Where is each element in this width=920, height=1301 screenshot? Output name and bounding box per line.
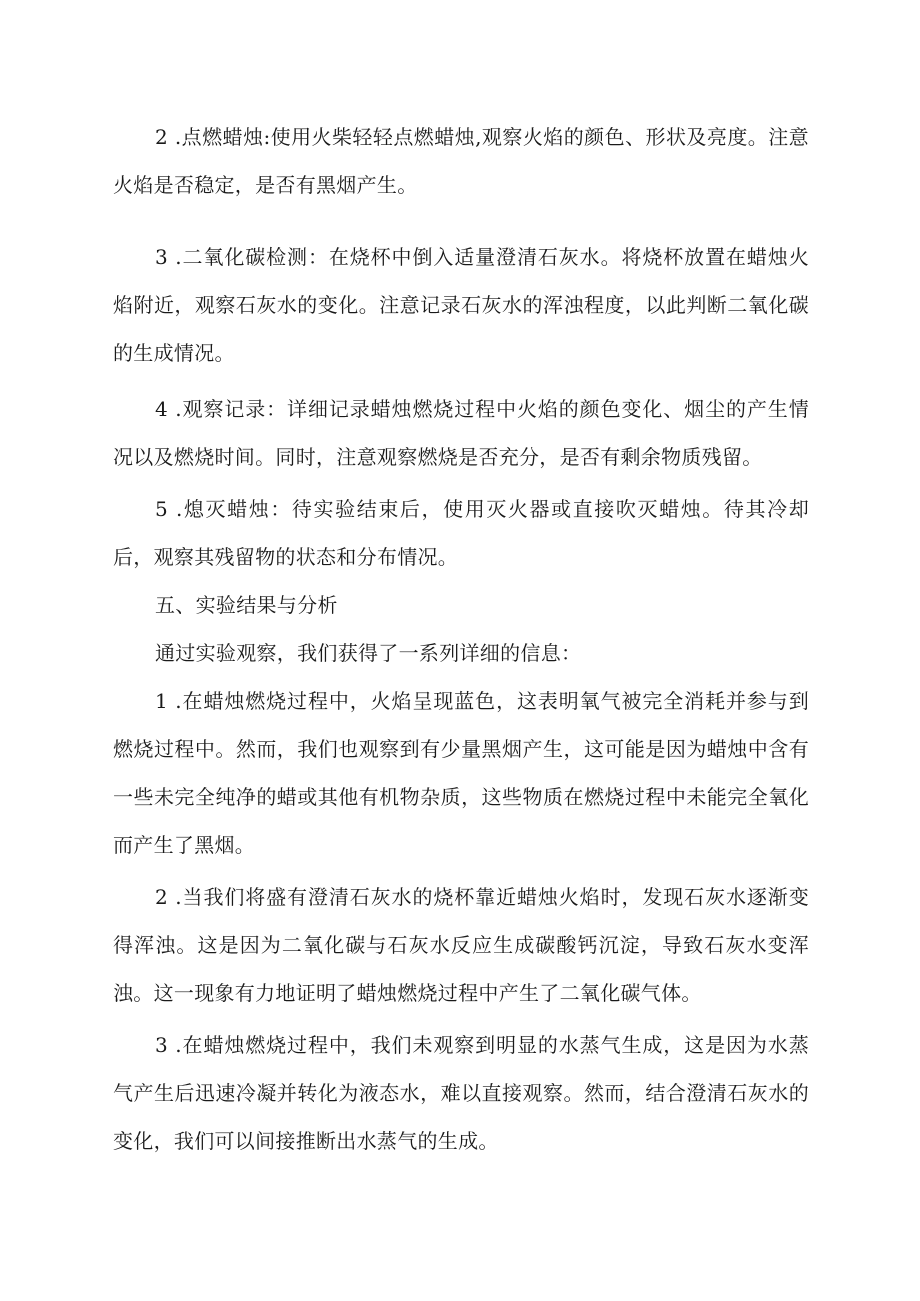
step-2-light-candle: 2 .点燃蜡烛:使用火柴轻轻点燃蜡烛,观察火焰的颜色、形状及亮度。注意火焰是否稳定，是否有黑烟产生。 <box>113 125 809 197</box>
results-intro: 通过实验观察，我们获得了一系列详细的信息： <box>155 641 582 665</box>
document-body <box>113 113 809 1165</box>
step-5-extinguish-candle: 5 .熄灭蜡烛：待实验结束后，使用灭火器或直接吹灭蜡烛。待其冷却后，观察其残留物的状态和分布情况。 <box>113 497 809 569</box>
section-heading-results: 五、实验结果与分析 <box>155 593 338 617</box>
step-4-observation-record: 4 .观察记录：详细记录蜡烛燃烧过程中火焰的颜色变化、烟尘的产生情况以及燃烧时间。同时，注意观察燃烧是否充分，是否有剩余物质残留。 <box>113 397 809 469</box>
result-2-limewater: 2 .当我们将盛有澄清石灰水的烧杯靠近蜡烛火焰时，发现石灰水逐渐变得浑浊。这是因为二氧化碳与石灰水反应生成碳酸钙沉淀，导致石灰水变浑浊。这一现象有力地证明了蜡烛燃烧过程中产生了二氧化碳气体。 <box>113 885 809 1005</box>
step-3-co2-detection: 3 .二氧化碳检测：在烧杯中倒入适量澄清石灰水。将烧杯放置在蜡烛火焰附近，观察石灰水的变化。注意记录石灰水的浑浊程度，以此判断二氧化碳的生成情况。 <box>113 245 809 365</box>
result-3-water-vapor: 3 .在蜡烛燃烧过程中，我们未观察到明显的水蒸气生成，这是因为水蒸气产生后迅速冷凝并转化为液态水，难以直接观察。然而，结合澄清石灰水的变化，我们可以间接推断出水蒸气的生成。 <box>113 1033 809 1153</box>
result-1-flame: 1 .在蜡烛燃烧过程中，火焰呈现蓝色，这表明氧气被完全消耗并参与到燃烧过程中。然而，我们也观察到有少量黑烟产生，这可能是因为蜡烛中含有一些未完全纯净的蜡或其他有机物杂质，这些物质在燃烧过程中未能完全氧化而产生了黑烟。 <box>113 689 809 857</box>
